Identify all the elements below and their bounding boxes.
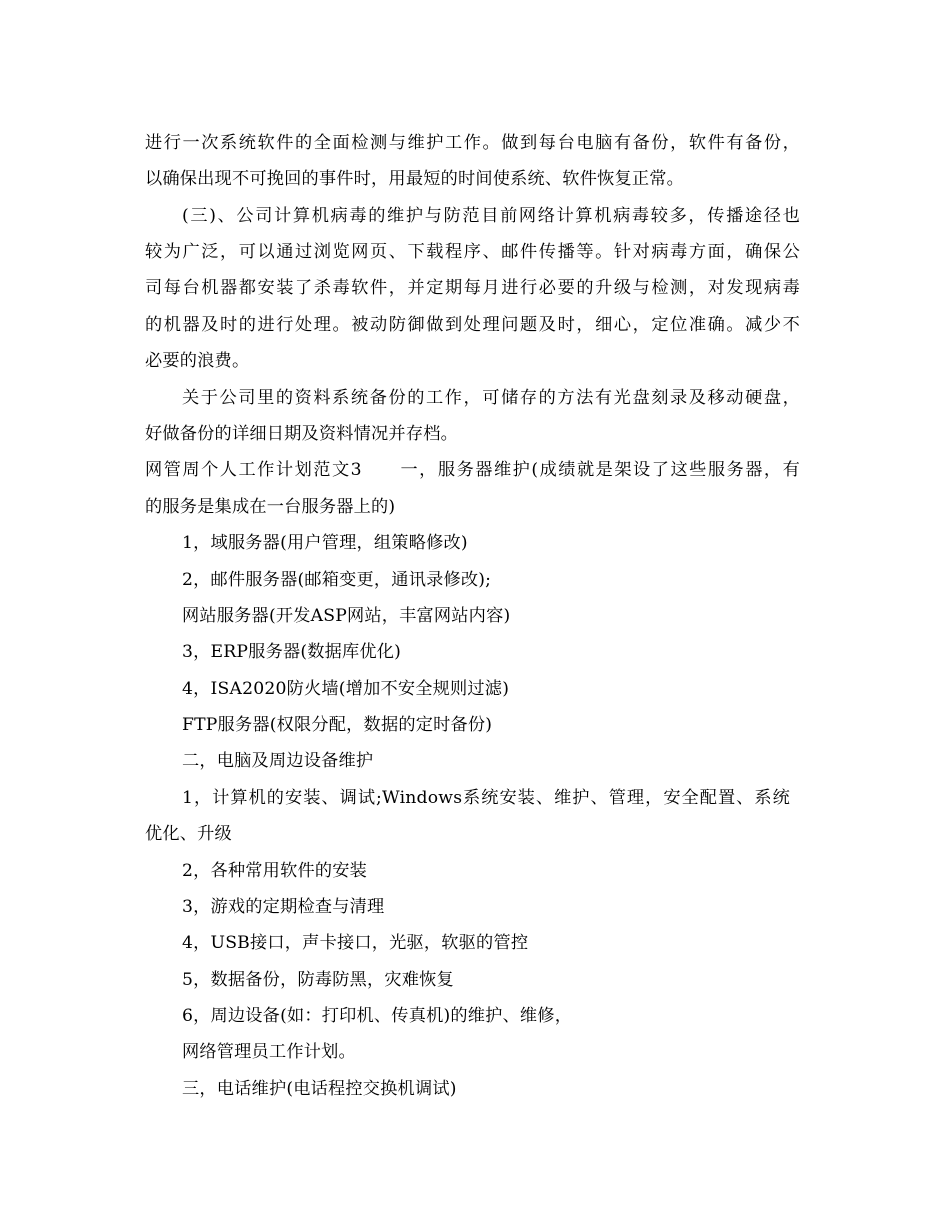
text-line: 必要的浪费。 <box>145 351 250 371</box>
text-line: 的服务是集成在一台服务器上的) <box>145 497 396 517</box>
text-line: 网络管理员工作计划。 <box>182 1042 356 1062</box>
list-item: 1，域服务器(用户管理，组策略修改) <box>182 533 468 553</box>
text-line: 好做备份的详细日期及资料情况并存档。 <box>145 424 458 444</box>
list-item: 1，计算机的安装、调试;Windows系统安装、维护、管理，安全配置、系统 <box>182 788 790 808</box>
text-line: 司每台机器都安装了杀毒软件，并定期每月进行必要的升级与检测，对发现病毒 <box>145 278 800 298</box>
text-line: 网管周个人工作计划范文3 一，服务器维护(成绩就是架设了这些服务器，有 <box>145 460 800 480</box>
text-line: 进行一次系统软件的全面检测与维护工作。做到每台电脑有备份，软件有备份， <box>145 133 800 153</box>
section-heading: 三，电话维护(电话程控交换机调试) <box>182 1079 457 1099</box>
list-item: 3，游戏的定期检查与清理 <box>182 897 385 917</box>
list-item: 2，邮件服务器(邮箱变更，通讯录修改); <box>182 570 492 590</box>
list-item: 6，周边设备(如：打印机、传真机)的维护、维修， <box>182 1006 573 1026</box>
list-item: 4，USB接口，声卡接口，光驱，软驱的管控 <box>182 933 529 953</box>
text-line: 关于公司里的资料系统备份的工作，可储存的方法有光盘刻录及移动硬盘， <box>182 388 800 408</box>
text-line: 较为广泛，可以通过浏览网页、下载程序、邮件传播等。针对病毒方面，确保公 <box>145 242 800 262</box>
text-line: 以确保出现不可挽回的事件时，用最短的时间使系统、软件恢复正常。 <box>145 169 685 189</box>
list-item: 2，各种常用软件的安装 <box>182 861 368 881</box>
list-item: 5，数据备份，防毒防黑，灾难恢复 <box>182 970 454 990</box>
section-heading: 二，电脑及周边设备维护 <box>182 751 374 771</box>
list-item: 4，ISA2020防火墙(增加不安全规则过滤) <box>182 679 510 699</box>
list-item: FTP服务器(权限分配，数据的定时备份) <box>182 715 493 735</box>
text-line: (三)、公司计算机病毒的维护与防范目前网络计算机病毒较多，传播途径也 <box>182 206 800 226</box>
list-item: 3，ERP服务器(数据库优化) <box>182 642 402 662</box>
text-line: 的机器及时的进行处理。被动防御做到处理问题及时，细心，定位准确。减少不 <box>145 315 800 335</box>
list-item: 网站服务器(开发ASP网站，丰富网站内容) <box>182 606 511 626</box>
text-line: 优化、升级 <box>145 824 232 844</box>
